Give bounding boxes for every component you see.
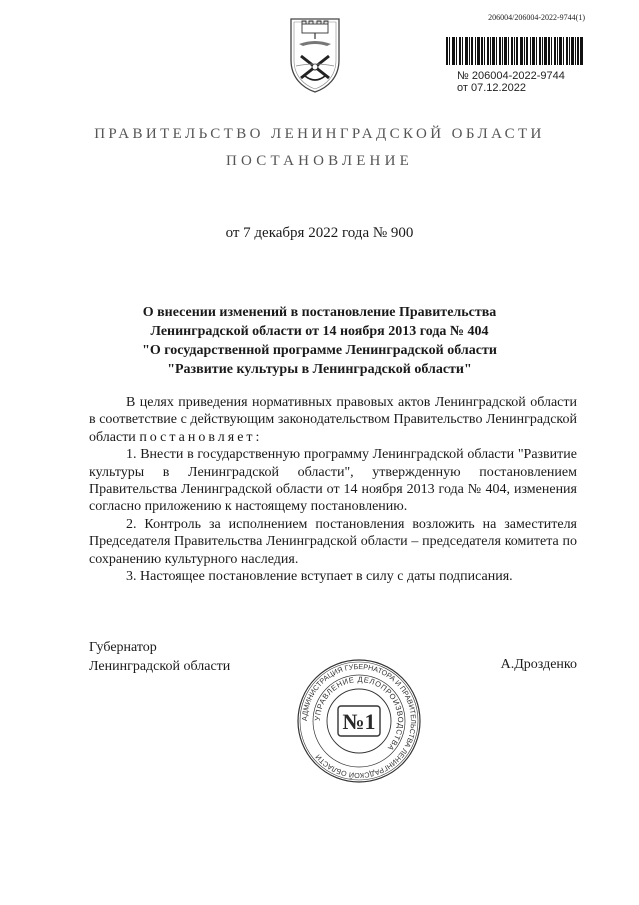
title-line: О внесении изменений в постановление Правительства [142,305,497,320]
coat-of-arms-icon [287,16,343,94]
title-line: Ленинградской области от 14 ноября 2013 года № 404 [150,324,489,339]
resolution-verb: постановляет: [139,429,263,445]
document-title [0,303,639,379]
signatory-position: Губернатор [89,640,157,655]
signatory-region: Ленинградской области [89,659,231,674]
barcode-icon [446,37,583,65]
registration-number: № 206004-2022-9744 [457,70,565,82]
seal-inner-text: УПРАВЛЕНИЕ ДЕЛОПРОИЗВОДСТВА [312,674,406,753]
registration-date: от 07.12.2022 [457,82,527,94]
seal-outer-text: АДМИНИСТРАЦИЯ ГУБЕРНАТОРА И ПРАВИТЕЛЬСТВА ЛЕНИНГРАДСКОЙ ОБЛАСТИ [299,661,419,781]
title-line: "О государственной программе Ленинградской области [142,343,497,358]
title-line: "Развитие культуры в Ленинградской области" [167,362,472,377]
signatory-name: А.Дрозденко [500,657,577,672]
organization-name: ПРАВИТЕЛЬСТВО ЛЕНИНГРАДСКОЙ ОБЛАСТИ [94,126,545,142]
document-body [89,394,577,585]
official-seal-icon [296,658,422,784]
preamble-paragraph [89,394,577,446]
document-date-number: от 7 декабря 2022 года № 900 [225,225,414,241]
seal-number: №1 [342,709,376,734]
clause-3: 3. Настоящее постановление вступает в силу с даты подписания. [126,569,513,585]
signatory-title [89,638,230,676]
preamble-text: В целях приведения нормативных правовых актов Ленинградской области в соответствие с действующим законодательством Правительство Ленинградской области [89,395,577,445]
clause-1: 1. Внести в государственную программу Ленинградской области "Развитие культуры в Ленинградской области", утвержденную постановлением Правительства Ленинградской области от 14 ноября 2013 года № 404, изменения согласно приложению к настоящему постановлению. [89,447,577,515]
document-reference: 206004/206004-2022-9744(1) [488,13,585,22]
registration-block [457,70,565,94]
document-type: ПОСТАНОВЛЕНИЕ [226,153,413,169]
clause-2: 2. Контроль за исполнением постановления возложить на заместителя Председателя Правительства Ленинградской области – председателя комитета по сохранению культурного наследия. [89,516,577,567]
